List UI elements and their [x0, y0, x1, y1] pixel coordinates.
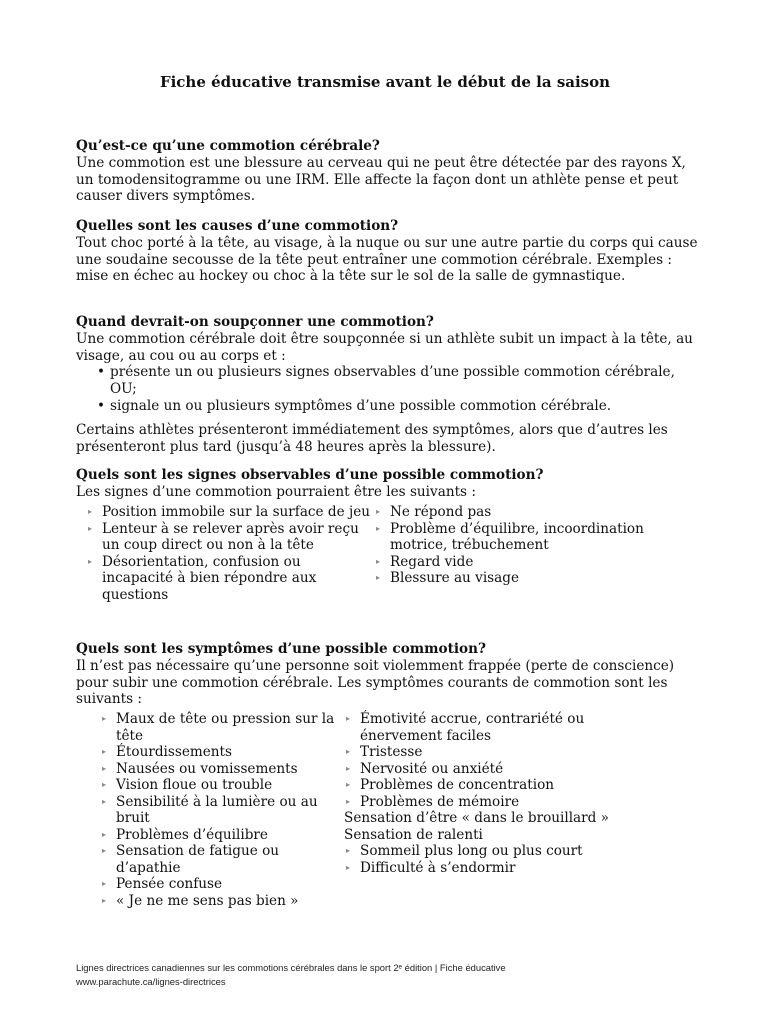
section-heading: Quand devrait-on soupçonner une commotion? — [76, 314, 434, 330]
list-item: ▸ Regard vide — [374, 554, 664, 571]
list-item: ▸ Problèmes de concentration — [344, 777, 644, 794]
list-item: ▸ Tristesse — [344, 744, 644, 761]
section-heading: Qu’est-ce qu’une commotion cérébrale? — [76, 138, 380, 154]
page-title: Fiche éducative transmise avant le début de la saison — [159, 73, 611, 91]
signs-columns — [86, 504, 664, 603]
section-intro: Une commotion cérébrale doit être soupçonnée si un athlète subit un impact à la tête, au visage, au cou ou au corps et : — [76, 330, 693, 364]
list-item: ▸ Étourdissements — [100, 744, 344, 761]
list-item: ▸ Position immobile sur la surface de jeu — [86, 504, 374, 521]
list-item: ▸ Sensibilité à la lumière ou au bruit — [100, 794, 344, 827]
list-item: ▸ Lenteur à se relever après avoir reçu un coup direct ou non à la tête — [86, 521, 374, 554]
list-item: ▸ Nervosité ou anxiété — [344, 761, 644, 778]
section-note: Certains athlètes présenteront immédiatement des symptômes, alors que d’autres les présenteront plus tard (jusqu’à 48 heures après la blessure). — [76, 421, 668, 455]
list-item: ▸ Émotivité accrue, contrariété ou énervement faciles — [344, 711, 644, 744]
list-item: ▸ Blessure au visage — [374, 570, 664, 587]
list-item: ▸ Problèmes d’équilibre — [100, 827, 344, 844]
list-item: ▸ Sommeil plus long ou plus court — [344, 843, 644, 860]
list-item: ▸ Maux de tête ou pression sur la tête — [100, 711, 344, 744]
section-heading: Quels sont les signes observables d’une possible commotion? — [76, 467, 544, 483]
symptoms-list-left — [100, 711, 344, 909]
list-item: Sensation d’être « dans le brouillard » — [344, 810, 609, 826]
signs-list-right — [374, 504, 664, 603]
section-body: Une commotion est une blessure au cerveau qui ne peut être détectée par des rayons X, un tomodensitogramme ou une IRM. Elle affecte la façon dont un athlète pense et peut causer divers symptômes. — [76, 154, 686, 205]
signs-list-left — [86, 504, 374, 603]
section-heading: Quelles sont les causes d’une commotion? — [76, 218, 399, 234]
list-item: ▸ Nausées ou vomissements — [100, 761, 344, 778]
symptoms-list-right — [344, 711, 644, 909]
list-item: ▸ Désorientation, confusion ou incapacité à bien répondre aux questions — [86, 554, 374, 604]
suspect-list — [76, 364, 706, 414]
section-body: Tout choc porté à la tête, au visage, à la nuque ou sur une autre partie du corps qui cause une soudaine secousse de la tête peut entraîner une commotion cérébrale. Exemples : mise en échec au hockey ou choc à la tête sur le sol de la salle de gymnastique. — [76, 234, 698, 285]
section-intro: Il n’est pas nécessaire qu’une personne soit violemment frappée (perte de conscience) pour subir une commotion cérébrale. Les symptômes courants de commotion sont les suivants : — [76, 657, 675, 708]
list-item: ▸ Pensée confuse — [100, 876, 344, 893]
list-item: ▸ Problème d’équilibre, incoordination motrice, trébuchement — [374, 521, 664, 554]
list-item: Sensation de ralenti — [344, 826, 483, 843]
list-item: • présente un ou plusieurs signes observables d’une possible commotion cérébrale, OU; — [76, 364, 706, 398]
section-what-is — [76, 138, 706, 205]
footer-guideline-text: Lignes directrices canadiennes sur les commotions cérébrales dans le sport 2ᵉ édition | Fiche éducative — [76, 962, 506, 973]
section-heading: Quels sont les symptômes d’une possible commotion? — [76, 641, 486, 657]
list-item: ▸ Ne répond pas — [374, 504, 664, 521]
section-intro: Les signes d’une commotion pourraient être les suivants : — [76, 483, 476, 500]
list-item: ▸ Difficulté à s’endormir — [344, 860, 644, 877]
page-footer — [76, 961, 506, 989]
section-causes — [76, 218, 706, 285]
section-when-suspect — [76, 314, 706, 455]
section-signs — [76, 467, 706, 501]
list-item: ▸ Sensation de fatigue ou d’apathie — [100, 843, 344, 876]
symptoms-columns — [100, 711, 644, 909]
footer-url: www.parachute.ca/lignes-directrices — [76, 976, 226, 987]
list-item: ▸ « Je ne me sens pas bien » — [100, 893, 344, 910]
section-symptoms — [76, 641, 706, 708]
list-item: ▸ Vision floue ou trouble — [100, 777, 344, 794]
list-item: • signale un ou plusieurs symptômes d’une possible commotion cérébrale. — [76, 398, 706, 415]
list-item: ▸ Problèmes de mémoire — [344, 794, 644, 811]
